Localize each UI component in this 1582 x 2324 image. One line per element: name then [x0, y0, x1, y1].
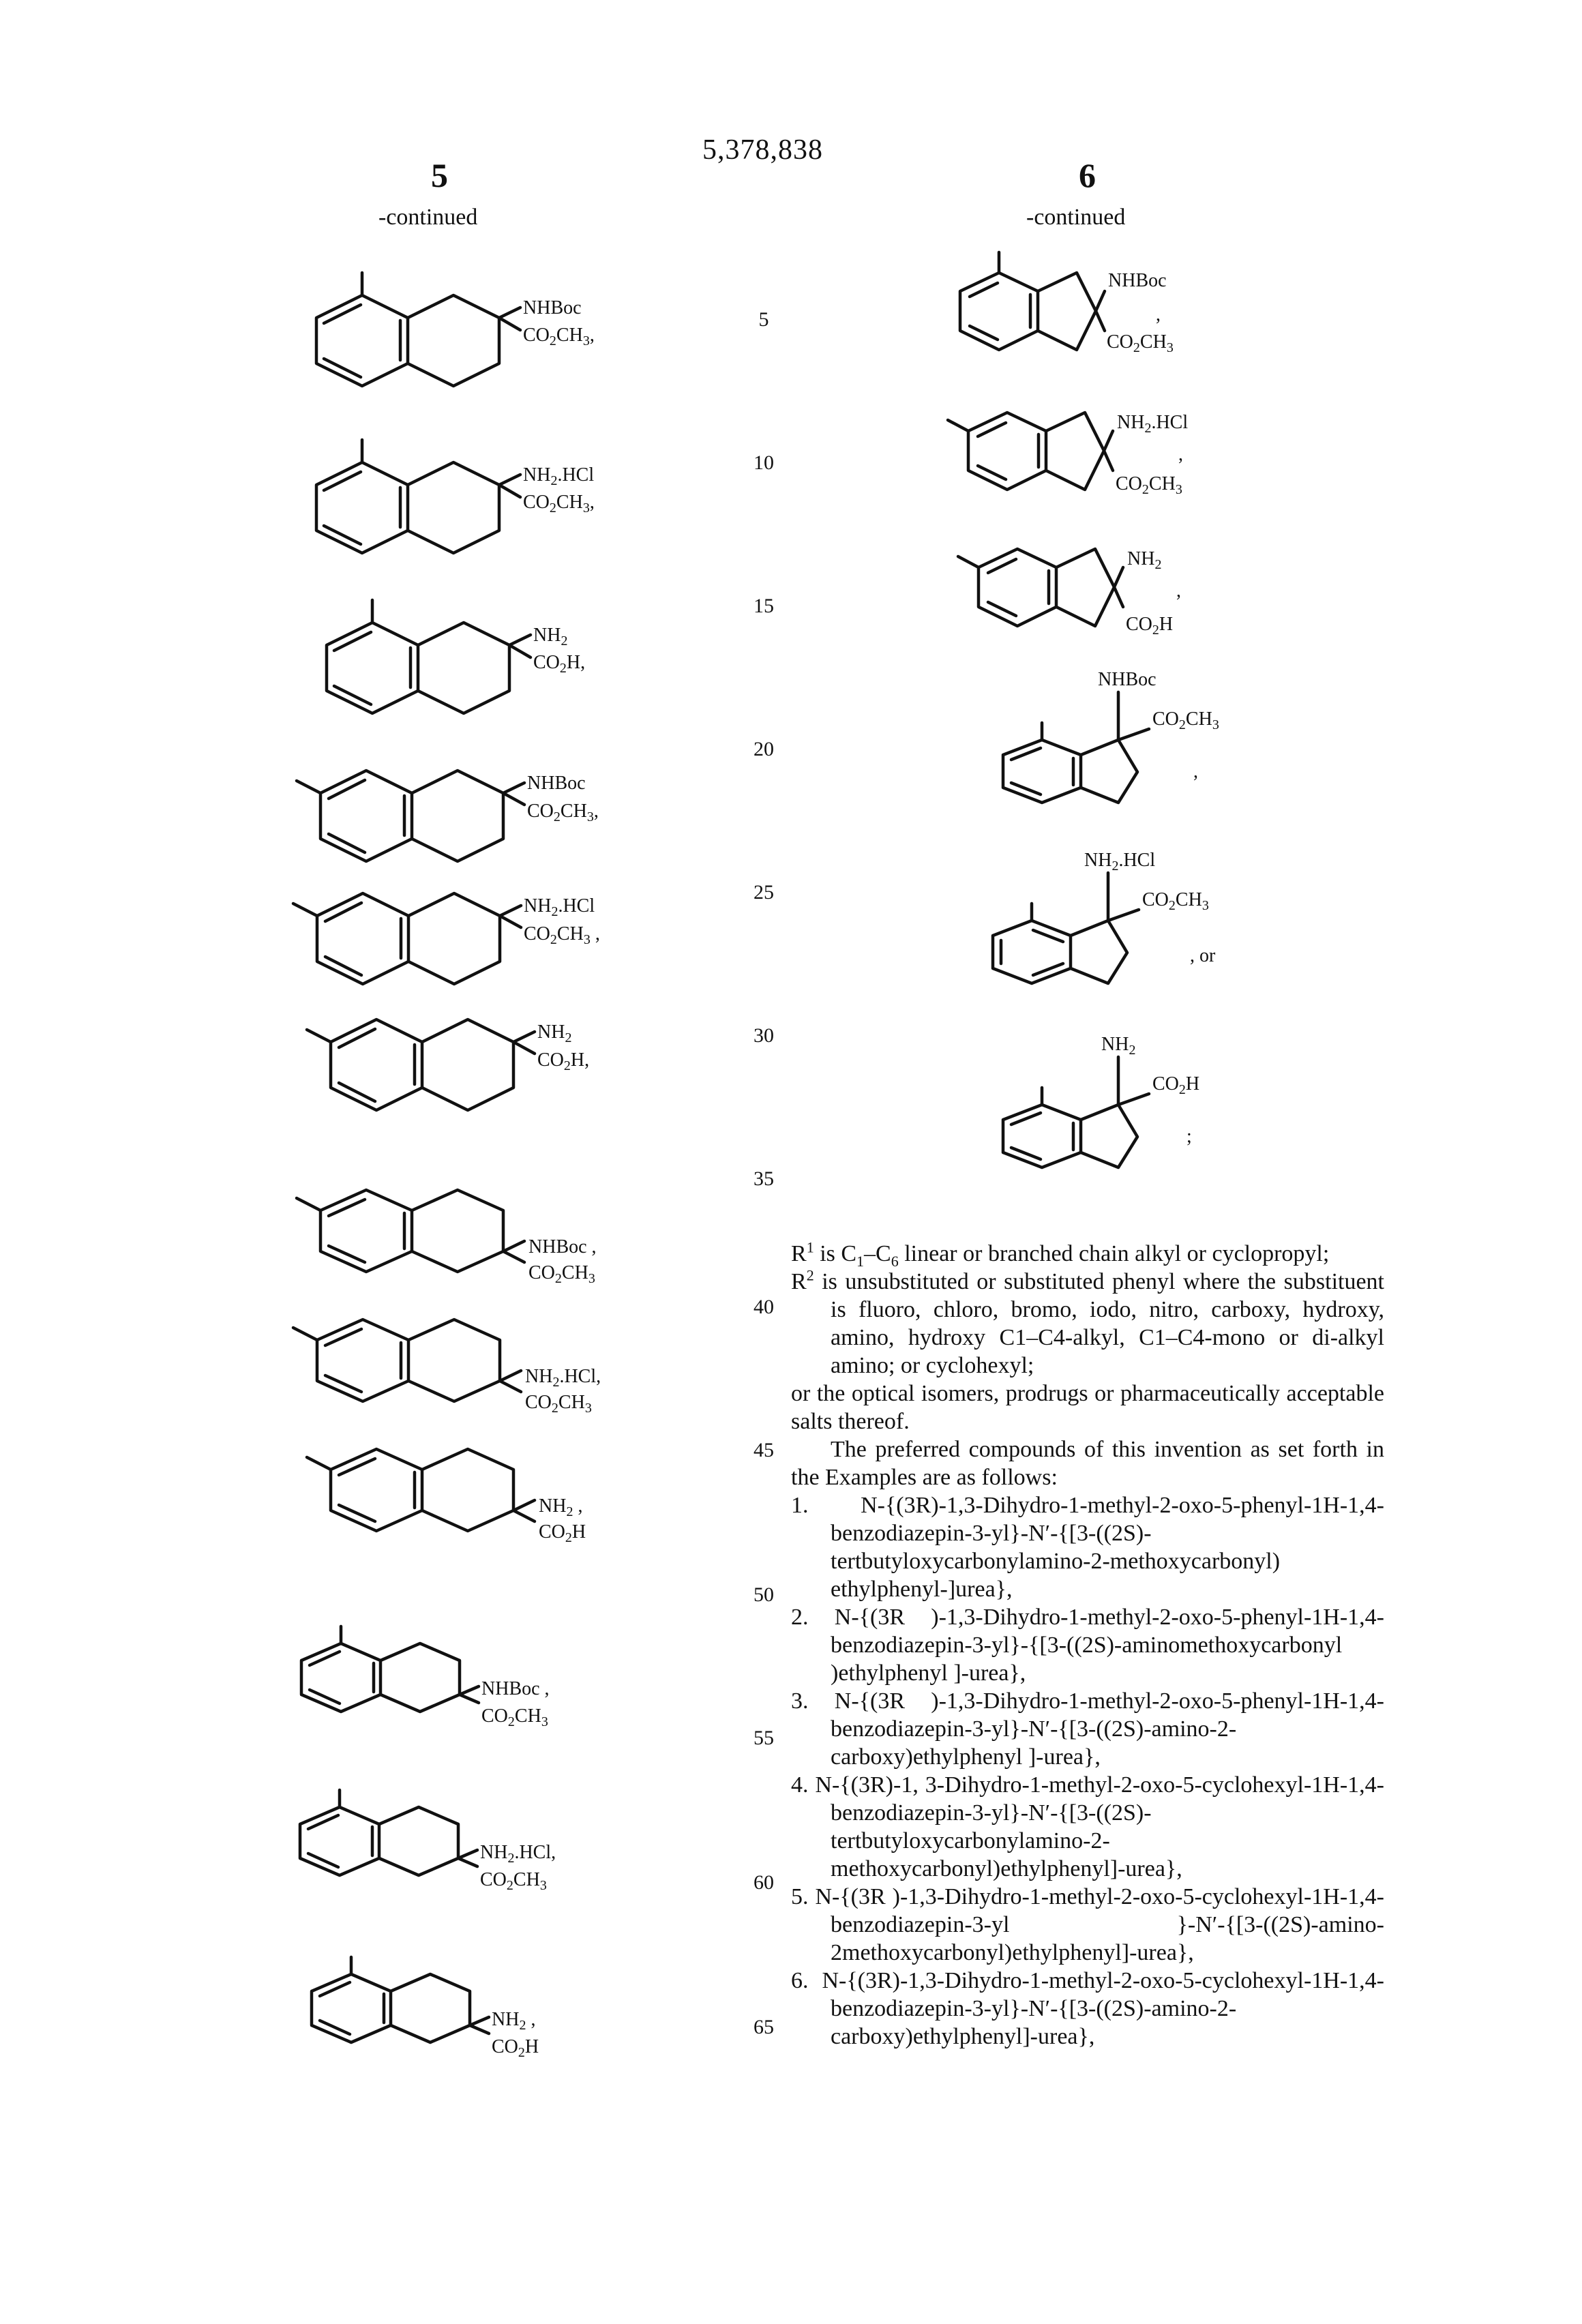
svg-text:NH2.HCl: $NH_2.HCl$	[523, 464, 595, 488]
svg-text:CO2CH3: $CO_2CH_3$	[1142, 889, 1209, 913]
svg-text:CO2CH3: $CO_2CH_3$	[1107, 331, 1174, 355]
structure-tetralin-nh2hcl-ester	[300, 440, 655, 590]
compound-item: 5. N-{(3R )-1,3-Dihydro-1-methyl-2-oxo-5-cyclohexyl-1H-1,4-benzodiazepin-3-yl }-N′-{[3-((2S)-amino-2methoxycarbonyl)ethylphenyl]-urea},	[791, 1884, 1384, 1965]
left-continued-label: -continued	[378, 205, 478, 230]
line-number: 5	[758, 308, 769, 331]
svg-text:NH2: $NH_2$	[533, 625, 568, 649]
compound-item: 1. N-{(3R)-1,3-Dihydro-1-methyl-2-oxo-5-phenyl-1H-1,4-benzodiazepin-3-yl}-N′-{[3-((2S)-tertbutyloxycarbonylamino-2-methoxycarbonyl) ethylphenyl-]urea},	[791, 1493, 1384, 1602]
svg-text:CO2H: $CO_2H$	[539, 1521, 586, 1545]
svg-text:, or: , or	[1190, 945, 1216, 966]
svg-text:CO2CH3: $CO_2CH_3$	[528, 1262, 595, 1286]
structure-indane1-nh2-acid	[961, 1030, 1316, 1180]
svg-text:NH2 ,: $NH_2$ ,	[539, 1495, 583, 1519]
structure-tetralin-nh2-acid	[310, 600, 665, 750]
structure-tetralin6-nh2-acid	[300, 1449, 682, 1585]
line-number: 50	[753, 1583, 774, 1606]
compound-item: 6. N-{(3R)-1,3-Dihydro-1-methyl-2-oxo-5-cyclohexyl-1H-1,4-benzodiazepin-3-yl}-N′-{[3-((2S)-amino-2-carboxy)ethylphenyl]-urea},	[791, 1968, 1384, 2049]
structure-tetralin7-nh2-acid	[300, 1013, 668, 1149]
right-continued-label: -continued	[1026, 205, 1126, 230]
svg-text:,: ,	[1178, 444, 1183, 465]
structure-indane1-nhboc-ester	[961, 665, 1316, 815]
svg-text:NHBoc: NHBoc	[523, 297, 582, 318]
svg-text:NHBoc: NHBoc	[1108, 270, 1167, 291]
structure-tetralin-nhboc-ester	[300, 273, 655, 423]
svg-text:;: ;	[1186, 1126, 1192, 1147]
svg-text:NHBoc: NHBoc	[527, 773, 586, 794]
svg-text:CO2CH3,: $CO_2CH_3$,	[523, 492, 595, 516]
svg-text:NHBoc ,: NHBoc ,	[481, 1678, 550, 1699]
svg-text:CO2CH3: $CO_2CH_3$	[481, 1705, 548, 1729]
structure-indane5-nh2-acid	[958, 546, 1313, 682]
svg-text:,: ,	[1193, 761, 1198, 782]
right-column-number: 6	[1079, 156, 1096, 194]
line-number: 10	[753, 451, 774, 474]
svg-text:CO2H,: $CO_2H$,	[533, 652, 586, 676]
svg-text:CO2CH3,: $CO_2CH_3$,	[527, 801, 599, 824]
line-number: 15	[753, 595, 774, 617]
svg-text:NH2.HCl: $NH_2.HCl$	[1117, 412, 1189, 436]
svg-text:CO2H: $CO_2H$	[492, 2036, 539, 2060]
svg-text:NH2.HCl: $NH_2.HCl$	[524, 895, 595, 919]
svg-text:CO2CH3: $CO_2CH_3$	[1152, 709, 1219, 732]
svg-text:NH2.HCl,: $NH_2.HCl$,	[480, 1842, 556, 1866]
structure-tetralin8-nhboc-ester	[300, 1626, 682, 1783]
compound-item: 4. N-{(3R)-1, 3-Dihydro-1-methyl-2-oxo-5-cyclohexyl-1H-1,4-benzodiazepin-3-yl}-N′-{[3-((2S)-tertbutyloxycarbonylamino-2-methoxycarbonyl)ethylphenyl]-urea},	[791, 1772, 1384, 1881]
svg-text:NHBoc ,: NHBoc ,	[528, 1236, 597, 1257]
svg-text:NH2 ,: $NH_2$ ,	[492, 2009, 536, 2033]
svg-text:CO2H: $CO_2H$	[1126, 614, 1174, 638]
svg-text:CO2H: $CO_2H$	[1152, 1073, 1200, 1097]
left-column-number: 5	[431, 156, 448, 194]
structure-tetralin6-nhboc-ester	[290, 1190, 672, 1326]
patent-number: 5,378,838	[702, 134, 823, 166]
claim-text	[791, 1240, 1384, 2051]
svg-text:CO2CH3,: $CO_2CH_3$,	[523, 325, 595, 348]
svg-text:NH2.HCl,: $NH_2.HCl$,	[525, 1366, 601, 1390]
line-number: 65	[753, 2016, 774, 2038]
svg-text:CO2CH3: $CO_2CH_3$	[1116, 473, 1182, 497]
structure-indane5-nh2hcl-ester	[948, 409, 1302, 546]
structure-indane-nhboc-ester	[958, 252, 1299, 389]
line-number: 20	[753, 738, 774, 760]
line-number: 60	[753, 1871, 774, 1894]
compound-item: 2. N-{(3R )-1,3-Dihydro-1-methyl-2-oxo-5-phenyl-1H-1,4-benzodiazepin-3-yl}-{[3-((2S)-aminomethoxycarbonyl )ethylphenyl ]-urea},	[791, 1605, 1384, 1686]
structure-tetralin7-nhboc-ester	[290, 764, 658, 900]
structure-tetralin8-nh2hcl-ester	[299, 1790, 681, 1947]
line-number: 25	[753, 881, 774, 904]
line-number: 55	[753, 1727, 774, 1749]
intro-paragraph: The preferred compounds of this invention as set forth in the Examples are as follows:	[791, 1437, 1384, 1490]
svg-text:CO2CH3: $CO_2CH_3$	[480, 1869, 547, 1893]
svg-text:CO2H,: $CO_2H$,	[537, 1049, 590, 1073]
line-number: 40	[753, 1296, 774, 1318]
structure-tetralin7-nh2hcl-ester	[286, 887, 655, 1023]
svg-text:,: ,	[1176, 580, 1181, 601]
closing-clause: or the optical isomers, prodrugs or pharmaceutically acceptable salts thereof.	[791, 1381, 1384, 1434]
svg-text:NH2: $NH_2$	[1127, 548, 1162, 572]
svg-text:NH2: $NH_2$	[537, 1022, 572, 1045]
svg-text:NHBoc: NHBoc	[1098, 669, 1156, 690]
structure-indane1-nh2hcl-ester	[951, 846, 1319, 996]
svg-text:,: ,	[1156, 304, 1161, 325]
structure-tetralin8-nh2-acid	[310, 1957, 692, 2114]
svg-text:NH2.HCl: $NH_2.HCl$	[1084, 850, 1156, 874]
svg-text:NH2: $NH_2$	[1101, 1034, 1136, 1058]
compound-item: 3. N-{(3R )-1,3-Dihydro-1-methyl-2-oxo-5-phenyl-1H-1,4-benzodiazepin-3-yl}-N′-{[3-((2S)-amino-2-carboxy)ethylphenyl ]-urea},	[791, 1688, 1384, 1770]
svg-text:CO2CH3: $CO_2CH_3$	[525, 1392, 592, 1416]
r1-definition: $R^1$ is $C_1-C_6$ linear or branched chain alkyl or cyclopropyl;	[791, 1238, 1330, 1270]
structure-tetralin6-nh2hcl-ester	[286, 1320, 668, 1456]
line-number: 30	[753, 1024, 774, 1047]
line-number: 45	[753, 1439, 774, 1461]
svg-text:CO2CH3 ,: $CO_2CH_3$ ,	[524, 923, 600, 947]
line-number: 35	[753, 1167, 774, 1190]
r2-definition: $R^2$ is unsubstituted or substituted phenyl where the substituent is fluoro, chloro, bromo, iodo, nitro, carboxy, hydroxy, amino, hydroxy C1–C4-alkyl, C1–C4-mono or di-alkyl amino; or cyclohexyl;	[791, 1266, 1384, 1378]
